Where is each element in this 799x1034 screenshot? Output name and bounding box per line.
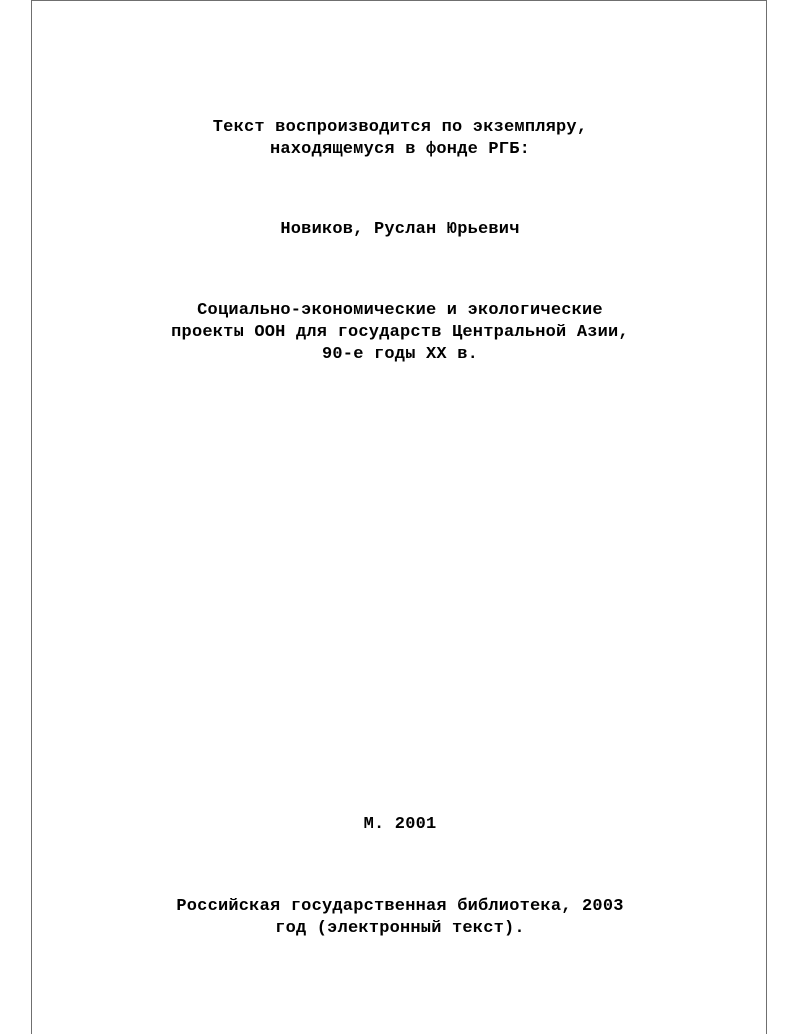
- title-line-2: проекты ООН для государств Центральной Азии,: [171, 323, 629, 342]
- source-note: [32, 117, 768, 161]
- title-line-1: Социально-экономические и экологические: [197, 301, 603, 320]
- place-year: М. 2001: [363, 815, 437, 834]
- footer-line-2: год (электронный текст).: [275, 919, 525, 938]
- document-page: [31, 0, 767, 1034]
- author-name: Новиков, Руслан Юрьевич: [280, 220, 520, 239]
- footer-note: [32, 896, 768, 940]
- place-year-block: [32, 814, 768, 836]
- author-block: [32, 219, 768, 241]
- title-line-3: 90-е годы XX в.: [321, 345, 479, 364]
- source-note-line-2: находящемуся в фонде РГБ:: [269, 140, 531, 159]
- document-title: [32, 300, 768, 366]
- footer-line-1: Российская государственная библиотека, 2003: [176, 897, 624, 916]
- source-note-line-1: Текст воспроизводится по экземпляру,: [212, 118, 588, 137]
